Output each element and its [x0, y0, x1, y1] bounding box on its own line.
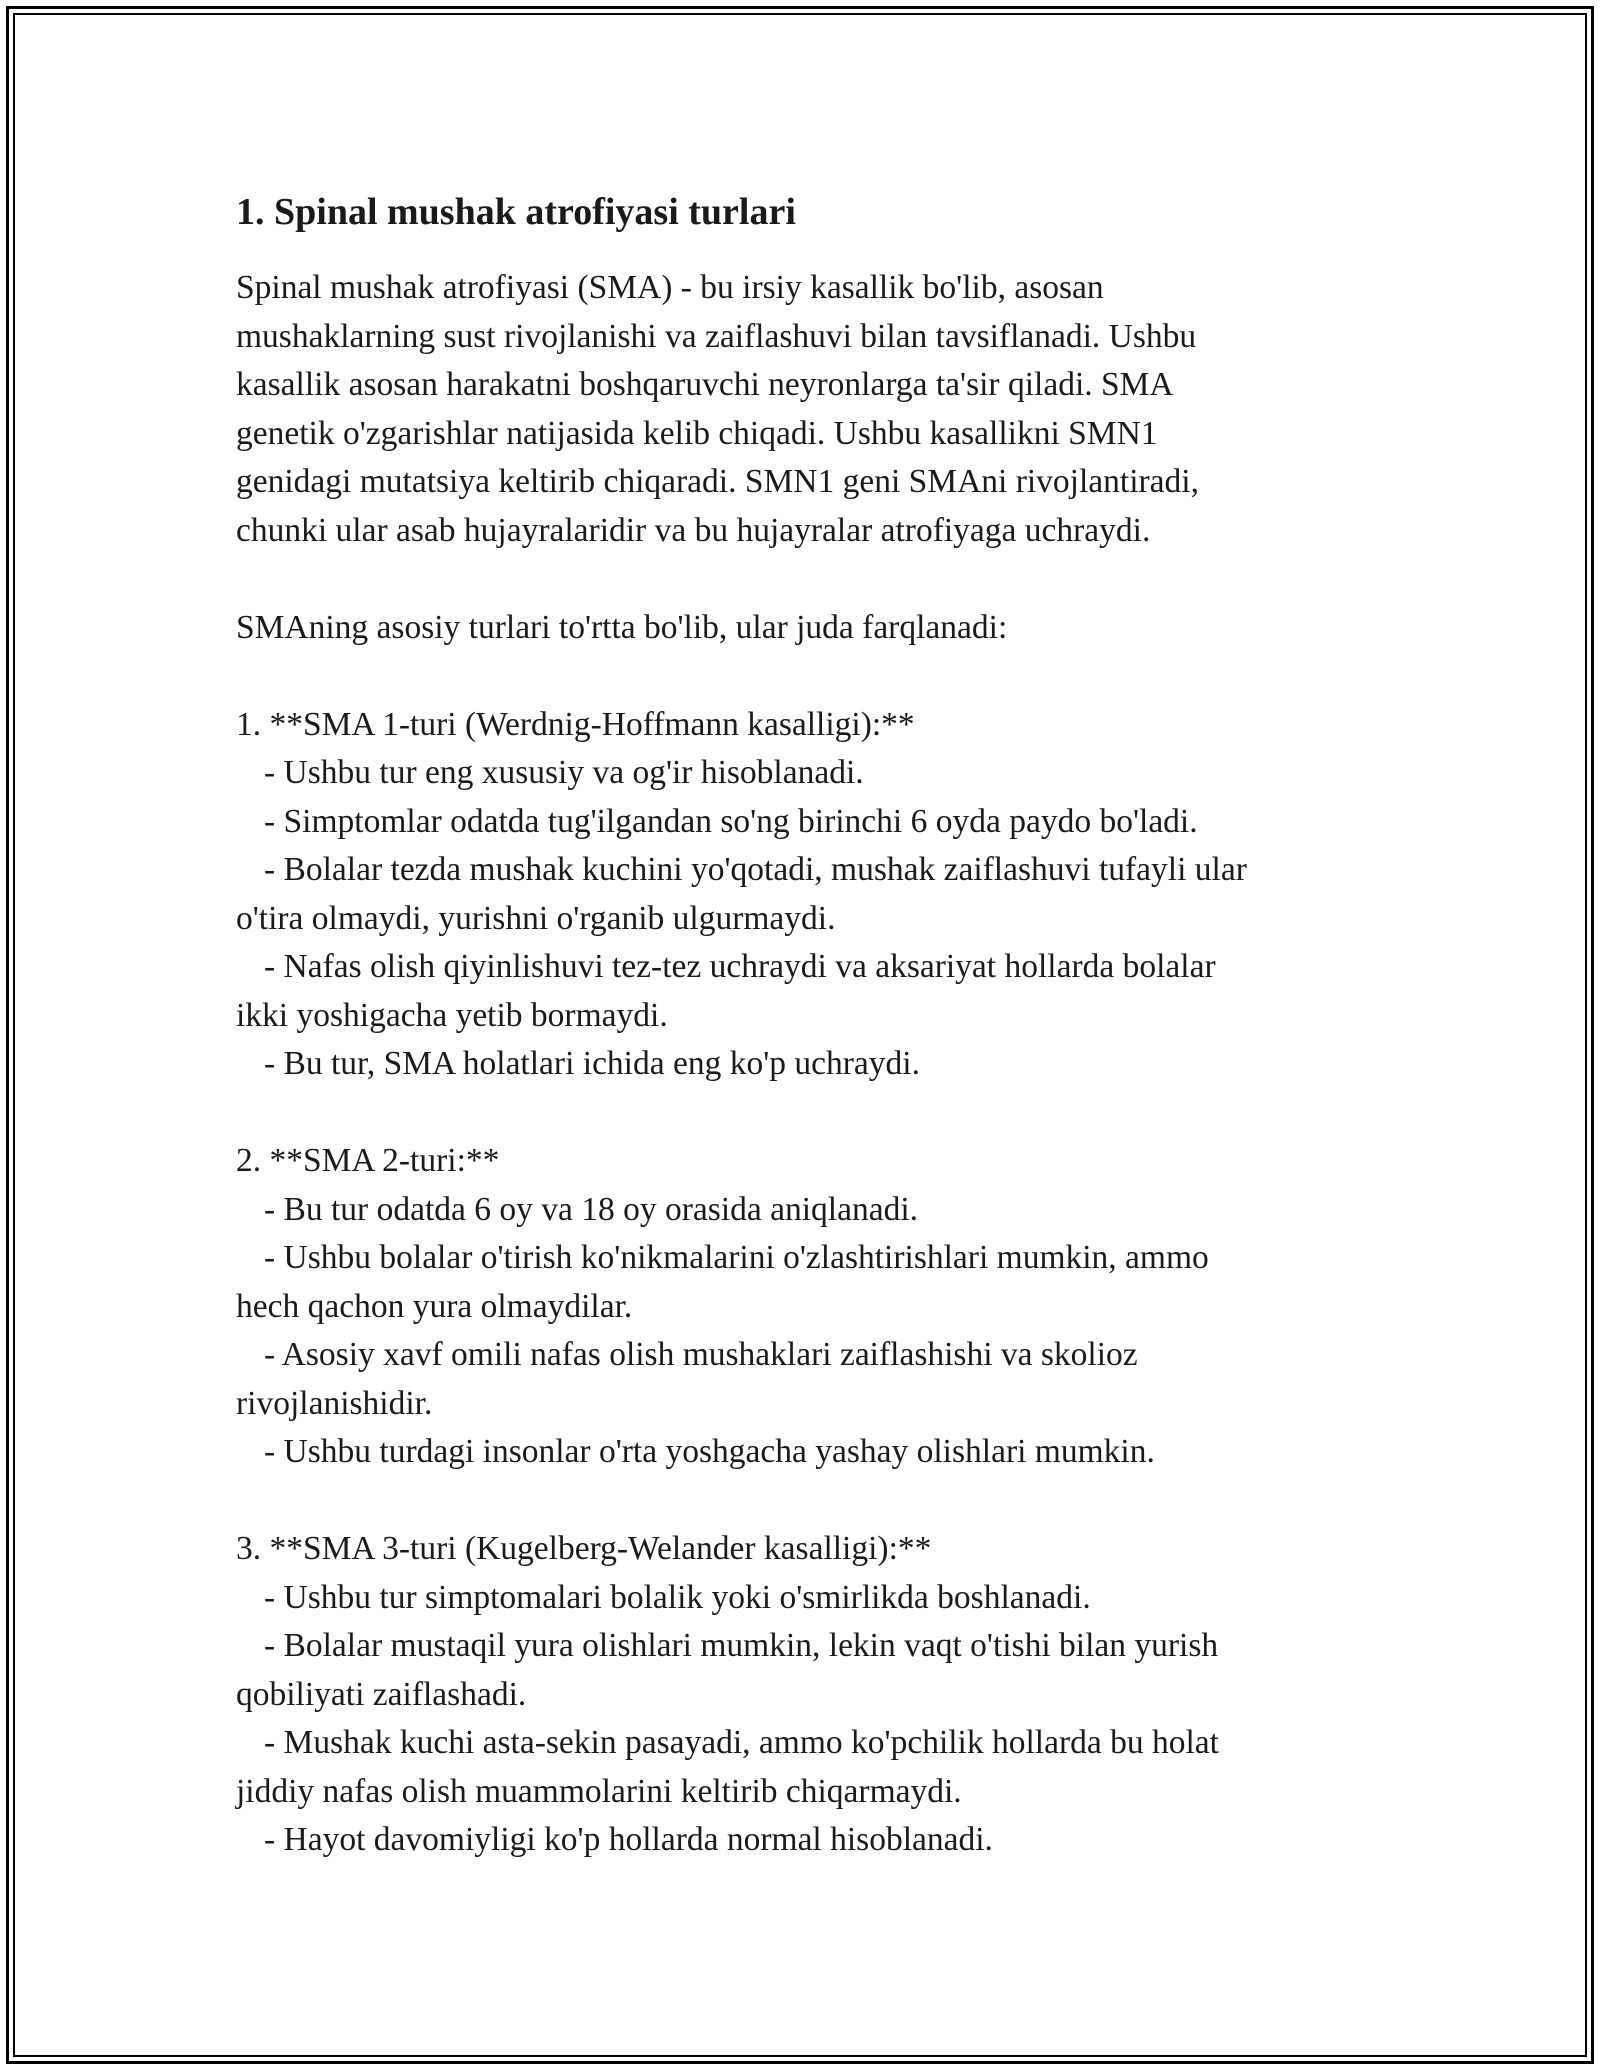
- bullet-line: - Bolalar tezda mushak kuchini yo'qotadi, mushak zaiflashuvi tufayli ular: [264, 851, 1247, 888]
- type-section: [236, 1525, 1376, 1865]
- continuation-line: jiddiy nafas olish muammolarini keltirib chiqarmaydi.: [236, 1772, 962, 1810]
- spacer: [236, 1477, 1376, 1526]
- bullet-line: - Simptomlar odatda tug'ilgandan so'ng birinchi 6 oyda paydo bo'ladi.: [264, 802, 1198, 840]
- bullet-line: - Hayot davomiyligi ko'p hollarda normal hisoblanadi.: [264, 1821, 993, 1858]
- continuation-line: rivojlanishidir.: [236, 1384, 433, 1422]
- continuation-line: qobiliyati zaiflashadi.: [236, 1675, 527, 1713]
- bullet-line: - Nafas olish qiyinlishuvi tez-tez uchraydi va aksariyat hollarda bolalar: [264, 948, 1216, 985]
- bullet-line: - Bu tur odatda 6 oy va 18 oy orasida aniqlanadi.: [264, 1190, 919, 1228]
- bullet-line: - Ushbu bolalar o'tirish ko'nikmalarini o'zlashtirishlari mumkin, ammo: [264, 1239, 1209, 1276]
- bullet-line: - Ushbu turdagi insonlar o'rta yoshgacha yashay olishlari mumkin.: [264, 1433, 1155, 1470]
- types-intro: SMAning asosiy turlari to'rtta bo'lib, ular juda farqlanadi:: [236, 608, 1008, 646]
- continuation-line: o'tira olmaydi, yurishni o'rganib ulgurmaydi.: [236, 899, 836, 937]
- type-section: [236, 1137, 1376, 1477]
- spacer: [236, 555, 1376, 604]
- section-heading: 2. **SMA 2-turi:**: [236, 1142, 500, 1179]
- intro-paragraph: [236, 264, 1376, 555]
- document-title: 1. Spinal mushak atrofiyasi turlari: [236, 191, 796, 233]
- document-body: [236, 186, 1376, 1865]
- continuation-line: hech qachon yura olmaydilar.: [236, 1287, 633, 1325]
- bullet-line: - Bu tur, SMA holatlari ichida eng ko'p uchraydi.: [264, 1045, 920, 1082]
- spacer: [236, 1089, 1376, 1138]
- section-heading: 1. **SMA 1-turi (Werdnig-Hoffmann kasalligi):**: [236, 705, 915, 743]
- continuation-line: ikki yoshigacha yetib bormaydi.: [236, 996, 668, 1034]
- intro-line: genetik o'zgarishlar natijasida kelib chiqadi. Ushbu kasallikni SMN1: [236, 414, 1158, 452]
- bullet-line: - Ushbu tur simptomalari bolalik yoki o'smirlikda boshlanadi.: [264, 1578, 1091, 1616]
- bullet-line: - Asosiy xavf omili nafas olish mushaklari zaiflashishi va skolioz: [264, 1336, 1138, 1373]
- intro-line: kasallik asosan harakatni boshqaruvchi neyronlarga ta'sir qiladi. SMA: [236, 366, 1174, 403]
- bullet-line: - Mushak kuchi asta-sekin pasayadi, ammo ko'pchilik hollarda bu holat: [264, 1724, 1219, 1761]
- bullet-line: - Ushbu tur eng xususiy va og'ir hisoblanadi.: [264, 754, 864, 791]
- sections-container: [236, 652, 1376, 1865]
- bullet-line: - Bolalar mustaqil yura olishlari mumkin, lekin vaqt o'tishi bilan yurish: [264, 1627, 1219, 1664]
- intro-line: genidagi mutatsiya keltirib chiqaradi. SMN1 geni SMAni rivojlantiradi,: [236, 463, 1199, 500]
- spacer: [236, 652, 1376, 701]
- type-section: [236, 701, 1376, 1089]
- intro-line: chunki ular asab hujayralaridir va bu hujayralar atrofiyaga uchraydi.: [236, 511, 1151, 549]
- section-heading: 3. **SMA 3-turi (Kugelberg-Welander kasalligi):**: [236, 1530, 932, 1567]
- intro-line: mushaklarning sust rivojlanishi va zaiflashuvi bilan tavsiflanadi. Ushbu: [236, 317, 1197, 355]
- intro-line: Spinal mushak atrofiyasi (SMA) - bu irsiy kasallik bo'lib, asosan: [236, 269, 1104, 306]
